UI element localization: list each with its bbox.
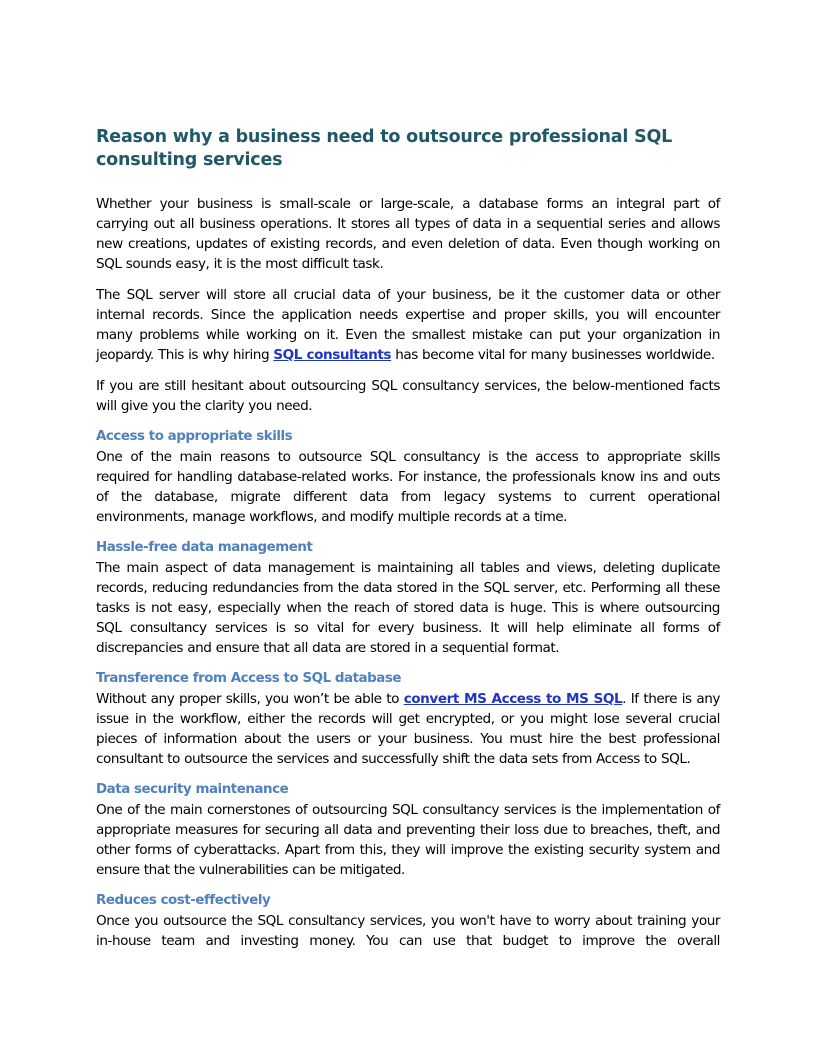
section-access-skills [96,427,720,527]
convert-access-to-sql-link[interactable]: convert MS Access to MS SQL [403,691,623,707]
intro-paragraph-2-text-before: The SQL server will store all crucial data of your business, be it the customer data or other internal records. Since the application needs expertise and proper skills, you will encounter many problems while working on it. Even the smallest mistake can put your organization in jeopardy. This is why hiring [96,287,720,363]
section-body: One of the main reasons to outsource SQL consultancy is the access to appropriate skills required for handling database-related works. For instance, the professionals know ins and outs of the database, migrate different data from legacy systems to current operational environments, manage workflows, and modify multiple records at a time. [96,449,720,525]
intro-paragraph-3: If you are still hesitant about outsourcing SQL consultancy services, the below-mentioned facts will give you the clarity you need. [96,378,720,414]
section-body: The main aspect of data management is maintaining all tables and views, deleting duplicate records, reducing redundancies from the data stored in the SQL server, etc. Performing all these tasks is not easy, especially when the reach of stored data is huge. This is where outsourcing SQL consultancy services is so vital for every business. It will help eliminate all forms of discrepancies and ensure that all data are stored in a sequential format. [96,560,720,656]
section-reduces-cost [96,891,720,951]
document-page [96,126,720,962]
section-data-management [96,538,720,658]
section-heading: Reduces cost-effectively [96,893,271,908]
section-body [96,689,720,769]
section-transference [96,669,720,769]
intro-paragraph-1: Whether your business is small-scale or large-scale, a database forms an integral part of carrying out all business operations. It stores all types of data in a sequential series and allows new creations, updates of existing records, and even deletion of data. Even though working on SQL sounds easy, it is the most difficult task. [96,196,720,272]
section-heading: Transference from Access to SQL database [96,671,401,686]
section-heading: Hassle-free data management [96,540,313,555]
sql-consultants-link[interactable]: SQL consultants [273,347,392,363]
section-data-security [96,780,720,880]
intro-paragraph-2-text-after: has become vital for many businesses worldwide. [391,347,715,363]
section-body-text-before: Without any proper skills, you won’t be able to [96,691,404,707]
section-heading: Data security maintenance [96,782,289,797]
section-body-text-after: . If there is any issue in the workflow, either the records will get encrypted, or you might lose several crucial pieces of information about the users or your business. You must hire the best professional consultant to outsource the services and successfully shift the data sets from Access to SQL. [96,691,721,767]
section-body: Once you outsource the SQL consultancy services, you won't have to worry about training your in-house team and investing money. You can use that budget to improve the overall [96,913,720,949]
section-heading: Access to appropriate skills [96,429,293,444]
intro-paragraph-2 [96,285,720,365]
section-body: One of the main cornerstones of outsourcing SQL consultancy services is the implementation of appropriate measures for securing all data and preventing their loss due to breaches, theft, and other forms of cyberattacks. Apart from this, they will improve the existing security system and ensure that the vulnerabilities can be mitigated. [96,802,720,878]
page-title: Reason why a business need to outsource professional SQL consulting services [96,127,673,170]
